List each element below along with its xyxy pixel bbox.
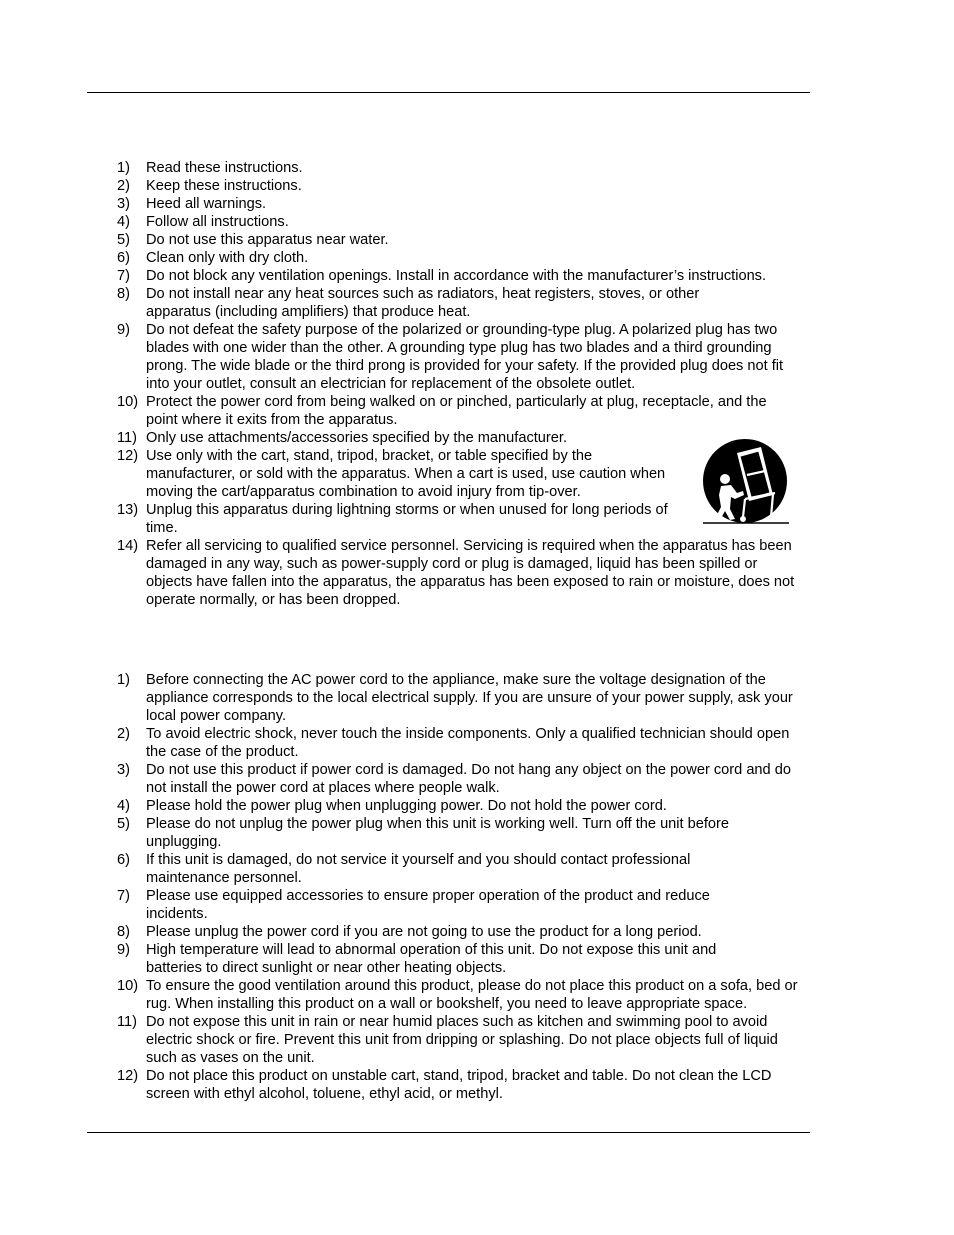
list-item: [0, 797, 812, 815]
footer-rule: [87, 1132, 810, 1133]
item-text: Refer all servicing to qualified service personnel. Servicing is required when the apparatus has been damaged in any way, such as power-supply cord or plug is damaged, liquid has been spilled or objects have fallen into the apparatus, the apparatus has been exposed to rain or moisture, does not operate normally, or has been dropped.: [146, 538, 795, 608]
item-number: 3): [117, 196, 130, 212]
list-item: [0, 941, 812, 977]
list-item: [0, 1013, 812, 1067]
item-number: 12): [117, 448, 139, 464]
item-number: 11): [117, 1014, 138, 1030]
list-item: [0, 537, 812, 609]
cart-tip-over-warning-icon: [697, 437, 792, 527]
list-item: [0, 195, 812, 213]
item-number: 7): [117, 888, 130, 904]
item-text: Keep these instructions.: [146, 178, 302, 194]
list-item: [0, 501, 812, 537]
list-item: [0, 267, 812, 285]
item-text: Do not defeat the safety purpose of the polarized or grounding-type plug. A polarized plug has two blades with one wider than the other. A grounding type plug has two blades and a third grounding prong. The wide blade or the third prong is provided for your safety. If the provided plug does not fit into your outlet, consult an electrician for replacement of the obsolete outlet.: [146, 322, 784, 392]
list-item: [0, 815, 812, 851]
item-text: To ensure the good ventilation around this product, please do not place this product on a sofa, bed or rug. When installing this product on a wall or bookshelf, you need to leave appropriate space.: [146, 978, 798, 1012]
item-text: Do not use this product if power cord is damaged. Do not hang any object on the power cord and do not install the power cord at places where people walk.: [146, 762, 791, 796]
header-rule: [87, 92, 810, 93]
item-text: Do not install near any heat sources such as radiators, heat registers, stoves, or other apparatus (including amplifiers) that produce heat.: [146, 286, 700, 320]
item-text: Please do not unplug the power plug when this unit is working well. Turn off the unit before unplugging.: [146, 816, 730, 850]
item-text: If this unit is damaged, do not service it yourself and you should contact professional maintenance personnel.: [146, 852, 691, 886]
list-item: [0, 285, 812, 321]
item-number: 8): [117, 924, 130, 940]
item-number: 1): [117, 672, 130, 688]
item-number: 6): [117, 852, 130, 868]
list-item: [0, 725, 812, 761]
list-item: [0, 1067, 812, 1103]
item-number: 9): [117, 942, 130, 958]
item-text: Before connecting the AC power cord to the appliance, make sure the voltage designation of the appliance corresponds to the local electrical supply. If you are unsure of your power supply, ask your local power company.: [146, 672, 793, 724]
list-item: [0, 321, 812, 393]
item-number: 7): [117, 268, 130, 284]
item-number: 8): [117, 286, 130, 302]
item-number: 1): [117, 160, 130, 176]
item-text: Heed all warnings.: [146, 196, 267, 212]
item-number: 10): [117, 978, 139, 994]
list-item: [0, 429, 812, 447]
list-item: [0, 977, 812, 1013]
item-number: 3): [117, 762, 130, 778]
list-item: [0, 177, 812, 195]
list-item: [0, 671, 812, 725]
list-item: [0, 393, 812, 429]
list-item: [0, 761, 812, 797]
item-number: 13): [117, 502, 139, 518]
item-text: Use only with the cart, stand, tripod, bracket, or table specified by the manufacturer, or sold with the apparatus. When a cart is used, use caution when moving the cart/apparatus combination to avoid injury from tip-over.: [146, 448, 666, 500]
item-text: Only use attachments/accessories specified by the manufacturer.: [146, 430, 567, 446]
item-text: Do not use this apparatus near water.: [146, 232, 389, 248]
item-number: 5): [117, 232, 130, 248]
item-number: 10): [117, 394, 139, 410]
item-text: Please hold the power plug when unplugging power. Do not hold the power cord.: [146, 798, 667, 814]
list-item: [0, 159, 812, 177]
list-item: [0, 249, 812, 267]
list-item: [0, 851, 812, 887]
item-text: Read these instructions.: [146, 160, 303, 176]
item-number: 12): [117, 1068, 139, 1084]
item-text: Follow all instructions.: [146, 214, 289, 230]
item-text: Please unplug the power cord if you are not going to use the product for a long period.: [146, 924, 702, 940]
item-number: 4): [117, 798, 130, 814]
item-number: 5): [117, 816, 130, 832]
safety-instructions-list: [0, 159, 812, 609]
list-item: [0, 213, 812, 231]
precautions-list: [0, 671, 812, 1103]
item-text: Clean only with dry cloth.: [146, 250, 309, 266]
item-number: 4): [117, 214, 130, 230]
list-item: [0, 887, 812, 923]
item-text: Do not block any ventilation openings. Install in accordance with the manufacturer’s instructions.: [146, 268, 767, 284]
item-number: 2): [117, 726, 130, 742]
item-number: 14): [117, 538, 139, 554]
item-text: Do not expose this unit in rain or near humid places such as kitchen and swimming pool to avoid electric shock or fire. Prevent this unit from dripping or splashing. Do not place objects full of liquid such as vases on the unit.: [146, 1014, 778, 1066]
item-number: 6): [117, 250, 130, 266]
item-text: Protect the power cord from being walked on or pinched, particularly at plug, receptacle, and the point where it exits from the apparatus.: [146, 394, 767, 428]
item-text: High temperature will lead to abnormal operation of this unit. Do not expose this unit and batteries to direct sunlight or near other heating objects.: [146, 942, 717, 976]
item-text: Do not place this product on unstable cart, stand, tripod, bracket and table. Do not clean the LCD screen with ethyl alcohol, toluene, ethyl acid, or methyl.: [146, 1068, 772, 1102]
list-item: [0, 923, 812, 941]
list-item: [0, 447, 812, 501]
list-item: [0, 231, 812, 249]
item-number: 9): [117, 322, 130, 338]
item-number: 11): [117, 430, 138, 446]
item-text: To avoid electric shock, never touch the inside components. Only a qualified technician should open the case of the product.: [146, 726, 790, 760]
item-number: 2): [117, 178, 130, 194]
item-text: Please use equipped accessories to ensure proper operation of the product and reduce incidents.: [146, 888, 710, 922]
item-text: Unplug this apparatus during lightning storms or when unused for long periods of time.: [146, 502, 668, 536]
